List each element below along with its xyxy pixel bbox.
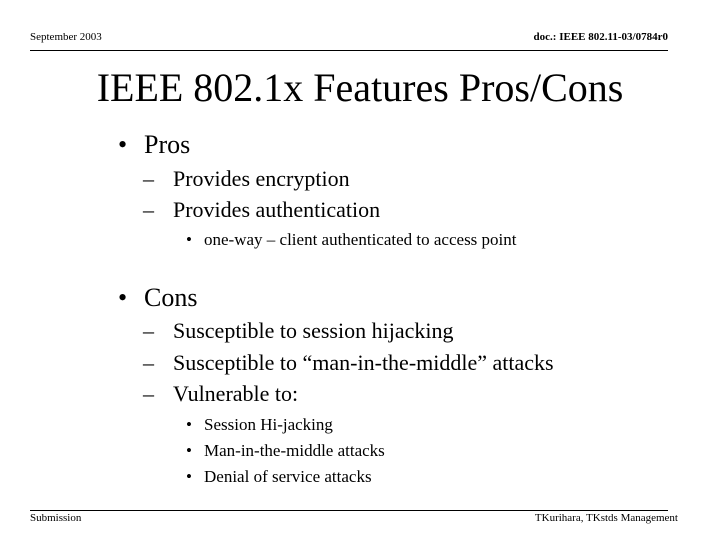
bullet-icon: • (186, 230, 192, 249)
footer-author: TKurihara, TKstds Management (534, 512, 678, 524)
header-date: September 2003 (30, 31, 102, 43)
pros-item-label: Provides encryption (173, 166, 350, 191)
cons-item-label: Susceptible to “man-in-the-middle” attacks (173, 350, 554, 375)
cons-item-label: Susceptible to session hijacking (173, 318, 454, 343)
cons-heading (118, 283, 197, 313)
pros-heading (118, 130, 190, 160)
header-divider (30, 50, 668, 51)
bullet-icon: • (186, 415, 192, 434)
footer-submission: Submission (30, 512, 82, 524)
cons-subitem-session-hijacking (186, 414, 333, 435)
bullet-icon: • (118, 130, 128, 159)
cons-subitem-dos (186, 466, 372, 487)
bullet-icon: • (186, 441, 192, 460)
footer-divider (30, 510, 668, 511)
pros-subitem-label: one-way – client authenticated to access point (204, 230, 517, 249)
cons-subitem-mitm (186, 440, 385, 461)
cons-label: Cons (144, 283, 198, 312)
bullet-icon: • (118, 283, 128, 312)
pros-item-authentication (143, 197, 380, 223)
bullet-icon: • (186, 467, 192, 486)
dash-icon: – (143, 166, 154, 191)
cons-item-label: Vulnerable to: (173, 381, 299, 406)
cons-item-vulnerable (143, 381, 298, 407)
cons-item-session-hijacking (143, 318, 453, 344)
cons-item-mitm (143, 350, 554, 376)
cons-subitem-label: Denial of service attacks (204, 467, 372, 486)
pros-subitem-one-way (186, 229, 517, 250)
pros-item-encryption (143, 166, 350, 192)
dash-icon: – (143, 318, 154, 343)
dash-icon: – (143, 197, 154, 222)
cons-subitem-label: Man-in-the-middle attacks (204, 441, 385, 460)
dash-icon: – (143, 350, 154, 375)
slide-title: IEEE 802.1x Features Pros/Cons (96, 65, 624, 110)
cons-subitem-label: Session Hi-jacking (204, 415, 333, 434)
pros-label: Pros (144, 130, 191, 159)
dash-icon: – (143, 381, 154, 406)
header-document-id: doc.: IEEE 802.11-03/0784r0 (533, 31, 668, 43)
pros-item-label: Provides authentication (173, 197, 381, 222)
